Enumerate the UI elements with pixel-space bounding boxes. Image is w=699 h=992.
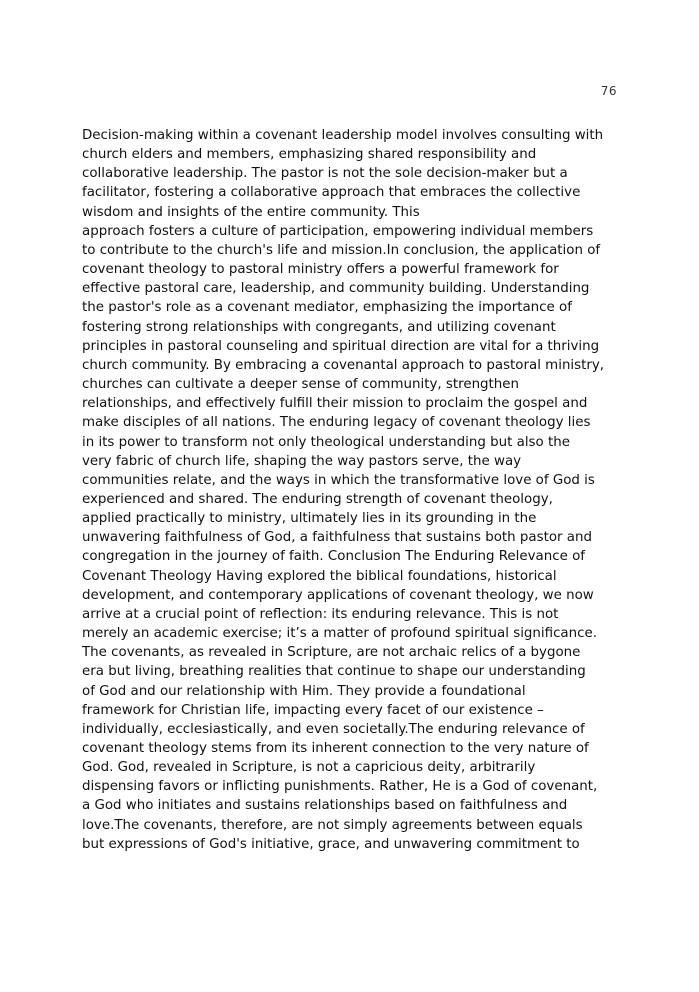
- text-line: make disciples of all nations. The enduring legacy of covenant theology lies: [82, 415, 591, 431]
- text-line: framework for Christian life, impacting every facet of our existence –: [82, 702, 544, 718]
- text-line: covenant theology to pastoral ministry offers a powerful framework for: [82, 262, 559, 278]
- text-line: churches can cultivate a deeper sense of community, strengthen: [82, 377, 520, 393]
- text-line: principles in pastoral counseling and spiritual direction are vital for a thriving: [82, 338, 600, 354]
- text-line: relationships, and effectively fulfill their mission to proclaim the gospel and: [82, 396, 588, 412]
- text-line: facilitator, fostering a collaborative approach that embraces the collective: [82, 185, 581, 201]
- text-line: congregation in the journey of faith. Conclusion The Enduring Relevance of: [82, 549, 586, 565]
- text-line: Decision-making within a covenant leadership model involves consulting with: [82, 128, 604, 143]
- text-line: very fabric of church life, shaping the way pastors serve, the way: [82, 453, 522, 469]
- text-line: love.The covenants, therefore, are not simply agreements between equals: [82, 817, 583, 833]
- text-line: applied practically to ministry, ultimately lies in its grounding in the: [82, 511, 537, 527]
- text-line: dispensing favors or inflicting punishments. Rather, He is a God of covenant,: [82, 779, 598, 795]
- body-paragraph: [82, 126, 622, 854]
- text-line: of God and our relationship with Him. They provide a foundational: [82, 683, 526, 699]
- text-line: experienced and shared. The enduring strength of covenant theology,: [82, 491, 553, 507]
- text-line: to contribute to the church's life and mission.In conclusion, the application of: [82, 242, 601, 258]
- text-line: era but living, breathing realities that continue to shape our understanding: [82, 664, 586, 680]
- page-number: 76: [600, 84, 617, 98]
- text-line: arrive at a crucial point of reflection: its enduring relevance. This is not: [82, 606, 559, 622]
- text-line: church community. By embracing a covenantal approach to pastoral ministry,: [82, 357, 605, 373]
- text-line: fostering strong relationships with congregants, and utilizing covenant: [82, 319, 556, 335]
- text-line: but expressions of God's initiative, grace, and unwavering commitment to: [82, 836, 580, 852]
- text-line: communities relate, and the ways in which the transformative love of God is: [82, 472, 595, 488]
- text-line: unwavering faithfulness of God, a faithfulness that sustains both pastor and: [82, 530, 592, 546]
- text-line: individually, ecclesiastically, and even societally.The enduring relevance of: [82, 721, 585, 737]
- text-line: in its power to transform not only theological understanding but also the: [82, 434, 570, 450]
- text-line: merely an academic exercise; it’s a matter of profound spiritual significance.: [82, 626, 597, 642]
- text-line: a God who initiates and sustains relationships based on faithfulness and: [82, 798, 568, 814]
- text-line: The covenants, as revealed in Scripture, are not archaic relics of a bygone: [82, 645, 581, 661]
- text-line: covenant theology stems from its inherent connection to the very nature of: [82, 741, 589, 756]
- text-line: God. God, revealed in Scripture, is not a capricious deity, arbitrarily: [82, 760, 536, 776]
- text-line: collaborative leadership. The pastor is not the sole decision-maker but a: [82, 166, 568, 182]
- text-line: the pastor's role as a covenant mediator, emphasizing the importance of: [82, 300, 572, 316]
- text-line: effective pastoral care, leadership, and community building. Understanding: [82, 281, 590, 297]
- text-line: wisdom and insights of the entire community. This: [82, 204, 420, 220]
- text-line: approach fosters a culture of participation, empowering individual members: [82, 223, 594, 239]
- text-line: Covenant Theology Having explored the biblical foundations, historical: [82, 568, 557, 584]
- text-line: church elders and members, emphasizing shared responsibility and: [82, 147, 537, 163]
- text-line: development, and contemporary applications of covenant theology, we now: [82, 587, 594, 603]
